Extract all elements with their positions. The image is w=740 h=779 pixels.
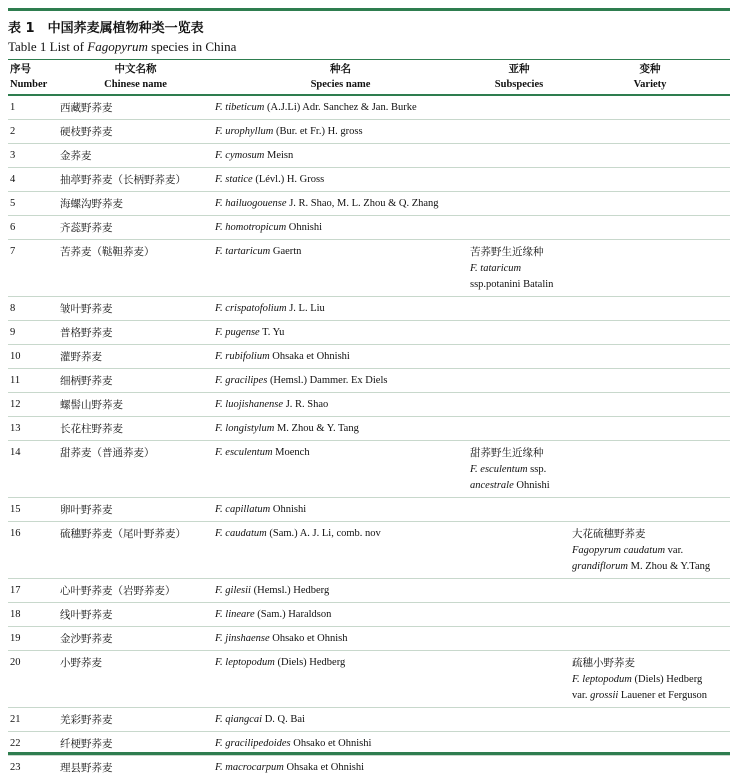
table-row <box>8 120 730 144</box>
species-authority: M. Zhou & Y. Tang <box>274 423 359 434</box>
cell-subspecies <box>468 95 570 120</box>
cell-species-name <box>213 393 468 417</box>
cell-subspecies <box>468 627 570 651</box>
cell-subspecies <box>468 192 570 216</box>
species-authority: Ohnishi <box>286 222 322 233</box>
cell-species-name <box>213 498 468 522</box>
cell-species-name <box>213 579 468 603</box>
variety-italic: Fagopyrum caudatum <box>572 545 665 556</box>
table-row <box>8 522 730 579</box>
variety-line <box>572 655 728 672</box>
cell-subspecies <box>468 297 570 321</box>
table-row <box>8 240 730 297</box>
variety-line <box>572 559 728 575</box>
subspecies-text: Ohnishi <box>514 480 550 491</box>
cell-number: 19 <box>8 627 58 651</box>
header-chinese-name: 中文名称 Chinese name <box>58 60 213 95</box>
cell-number: 6 <box>8 216 58 240</box>
variety-text: var. <box>665 545 683 556</box>
variety-text: Lauener et Ferguson <box>618 690 707 701</box>
species-binomial: F. gracilipes <box>215 375 267 386</box>
table-row <box>8 441 730 498</box>
species-authority: Ohsako et Ohnishi <box>291 738 372 749</box>
cell-chinese-name: 金沙野荞麦 <box>58 627 213 651</box>
cell-species-name <box>213 603 468 627</box>
variety-text: M. Zhou & Y.Tang <box>628 561 710 572</box>
species-binomial: F. esculentum <box>215 447 273 458</box>
cell-chinese-name: 理县野荞麦 <box>58 756 213 779</box>
cell-variety <box>570 603 730 627</box>
cell-number: 23 <box>8 756 58 779</box>
cell-chinese-name: 海螺沟野荞麦 <box>58 192 213 216</box>
header-species-name: 种名 Species name <box>213 60 468 95</box>
cell-chinese-name: 齐蕊野荞麦 <box>58 216 213 240</box>
cell-subspecies <box>468 708 570 732</box>
top-rule <box>8 8 730 11</box>
species-authority: (Sam.) Haraldson <box>255 609 332 620</box>
cell-variety <box>570 417 730 441</box>
table-row <box>8 756 730 779</box>
cell-subspecies <box>468 393 570 417</box>
cell-number: 14 <box>8 441 58 498</box>
cell-subspecies <box>468 579 570 603</box>
cell-variety <box>570 498 730 522</box>
species-authority: (Hemsl.) Dammer. Ex Diels <box>267 375 387 386</box>
cell-variety <box>570 441 730 498</box>
species-authority: (A.J.Li) Adr. Sanchez & Jan. Burke <box>264 102 416 113</box>
cell-number: 7 <box>8 240 58 297</box>
cell-chinese-name: 金荞麦 <box>58 144 213 168</box>
species-authority: Moench <box>273 447 310 458</box>
cell-chinese-name: 甜荞麦（普通荞麦） <box>58 441 213 498</box>
species-authority: (Lévl.) H. Gross <box>253 174 324 185</box>
cell-species-name <box>213 441 468 498</box>
cell-number: 8 <box>8 297 58 321</box>
cell-chinese-name: 硫穗野荞麦（尾叶野荞麦） <box>58 522 213 579</box>
species-authority: Meisn <box>264 150 293 161</box>
subspecies-text: ssp.potanini Batalin <box>470 279 553 290</box>
species-authority: Ohnishi <box>270 504 306 515</box>
species-authority: Ohsaka et Ohnishi <box>270 351 350 362</box>
cell-species-name <box>213 216 468 240</box>
variety-italic: F. leptopodum <box>572 674 632 685</box>
species-authority: T. Yu <box>260 327 285 338</box>
caption-prefix: Table 1 List of <box>8 39 87 54</box>
cell-subspecies <box>468 651 570 708</box>
cell-number: 21 <box>8 708 58 732</box>
species-authority: Ohsako et Ohnish <box>270 633 348 644</box>
cell-species-name <box>213 627 468 651</box>
cell-number: 1 <box>8 95 58 120</box>
cell-variety <box>570 144 730 168</box>
cell-subspecies <box>468 321 570 345</box>
variety-line <box>572 543 728 559</box>
cell-species-name <box>213 240 468 297</box>
species-table <box>8 60 730 779</box>
cell-variety <box>570 393 730 417</box>
table-row <box>8 297 730 321</box>
subspecies-italic: F. tataricum <box>470 263 521 274</box>
cell-variety <box>570 192 730 216</box>
cell-variety <box>570 756 730 779</box>
cell-species-name <box>213 120 468 144</box>
cell-variety <box>570 369 730 393</box>
cell-variety <box>570 579 730 603</box>
cell-subspecies <box>468 417 570 441</box>
caption-suffix: species in China <box>148 39 236 54</box>
table-row <box>8 498 730 522</box>
table-row <box>8 369 730 393</box>
table-caption-english <box>8 39 236 55</box>
cell-number: 16 <box>8 522 58 579</box>
cell-variety <box>570 651 730 708</box>
cell-subspecies <box>468 240 570 297</box>
cell-species-name <box>213 144 468 168</box>
species-authority: D. Q. Bai <box>262 714 305 725</box>
header-subspecies: 亚种 Subspecies <box>468 60 570 95</box>
species-authority: Ohsaka et Ohnishi <box>284 762 364 773</box>
variety-line <box>572 672 728 688</box>
cell-species-name <box>213 708 468 732</box>
species-binomial: F. jinshaense <box>215 633 270 644</box>
table-header-row <box>8 60 730 95</box>
table-row <box>8 168 730 192</box>
species-binomial: F. tartaricum <box>215 246 270 257</box>
cell-variety <box>570 240 730 297</box>
cell-species-name <box>213 756 468 779</box>
cell-number: 10 <box>8 345 58 369</box>
cell-number: 15 <box>8 498 58 522</box>
table-row <box>8 393 730 417</box>
subspecies-line <box>470 462 568 478</box>
cell-chinese-name: 长花柱野荞麦 <box>58 417 213 441</box>
cell-chinese-name: 普格野荞麦 <box>58 321 213 345</box>
variety-text: 大花硫穗野荞麦 <box>572 528 646 540</box>
cell-variety <box>570 522 730 579</box>
table-row <box>8 321 730 345</box>
species-binomial: F. tibeticum <box>215 102 264 113</box>
cell-number: 18 <box>8 603 58 627</box>
table-row <box>8 95 730 120</box>
variety-italic: grandiflorum <box>572 561 628 572</box>
table-row <box>8 417 730 441</box>
cell-subspecies <box>468 216 570 240</box>
variety-line <box>572 526 728 543</box>
subspecies-line <box>470 244 568 261</box>
cell-chinese-name: 皱叶野荞麦 <box>58 297 213 321</box>
species-binomial: F. crispatofolium <box>215 303 287 314</box>
cell-number: 12 <box>8 393 58 417</box>
cell-subspecies <box>468 441 570 498</box>
species-binomial: F. gilesii <box>215 585 251 596</box>
species-authority: (Sam.) A. J. Li, comb. nov <box>267 528 381 539</box>
subspecies-text: 苦荞野生近缘种 <box>470 246 544 258</box>
cell-variety <box>570 95 730 120</box>
species-binomial: F. hailuogouense <box>215 198 287 209</box>
cell-number: 3 <box>8 144 58 168</box>
cell-number: 17 <box>8 579 58 603</box>
species-authority: Gaertn <box>270 246 301 257</box>
cell-number: 13 <box>8 417 58 441</box>
table-row <box>8 192 730 216</box>
cell-number: 11 <box>8 369 58 393</box>
cell-number: 20 <box>8 651 58 708</box>
table-row <box>8 627 730 651</box>
cell-chinese-name: 羌彩野荞麦 <box>58 708 213 732</box>
subspecies-italic: F. esculentum <box>470 464 528 475</box>
cell-number: 9 <box>8 321 58 345</box>
cell-species-name <box>213 192 468 216</box>
cell-number: 5 <box>8 192 58 216</box>
cell-chinese-name: 西藏野荞麦 <box>58 95 213 120</box>
cell-chinese-name: 纤梗野荞麦 <box>58 732 213 756</box>
bottom-rule <box>8 752 730 755</box>
cell-subspecies <box>468 144 570 168</box>
species-binomial: F. luojishanense <box>215 399 283 410</box>
cell-chinese-name: 苦荞麦（鞑靼荞麦） <box>58 240 213 297</box>
species-binomial: F. cymosum <box>215 150 264 161</box>
table-row <box>8 603 730 627</box>
cell-subspecies <box>468 120 570 144</box>
species-authority: J. L. Liu <box>287 303 325 314</box>
species-authority: J. R. Shao, M. L. Zhou & Q. Zhang <box>287 198 439 209</box>
species-binomial: F. longistylum <box>215 423 274 434</box>
cell-subspecies <box>468 756 570 779</box>
cell-number: 2 <box>8 120 58 144</box>
species-authority: (Hemsl.) Hedberg <box>251 585 329 596</box>
cell-chinese-name: 细柄野荞麦 <box>58 369 213 393</box>
species-authority: J. R. Shao <box>283 399 328 410</box>
subspecies-line <box>470 478 568 494</box>
header-number: 序号 Number <box>8 60 58 95</box>
cell-subspecies <box>468 369 570 393</box>
cell-subspecies <box>468 522 570 579</box>
cell-chinese-name: 卵叶野荞麦 <box>58 498 213 522</box>
cell-variety <box>570 345 730 369</box>
cell-number: 4 <box>8 168 58 192</box>
species-binomial: F. lineare <box>215 609 255 620</box>
caption-genus: Fagopyrum <box>87 39 148 54</box>
species-binomial: F. qiangcai <box>215 714 262 725</box>
cell-chinese-name: 硬枝野荞麦 <box>58 120 213 144</box>
species-binomial: F. macrocarpum <box>215 762 284 773</box>
cell-species-name <box>213 345 468 369</box>
cell-variety <box>570 120 730 144</box>
cell-chinese-name: 螺髻山野荞麦 <box>58 393 213 417</box>
variety-text: (Diels) Hedberg <box>632 674 702 685</box>
cell-chinese-name: 小野荞麦 <box>58 651 213 708</box>
subspecies-line <box>470 445 568 462</box>
cell-variety <box>570 168 730 192</box>
subspecies-text: ssp. <box>528 464 547 475</box>
species-binomial: F. gracilipedoides <box>215 738 291 749</box>
variety-line <box>572 688 728 704</box>
cell-variety <box>570 321 730 345</box>
cell-species-name <box>213 522 468 579</box>
cell-variety <box>570 708 730 732</box>
cell-variety <box>570 216 730 240</box>
table-row <box>8 651 730 708</box>
subspecies-line <box>470 261 568 277</box>
cell-subspecies <box>468 603 570 627</box>
species-authority: (Diels) Hedberg <box>275 657 345 668</box>
cell-subspecies <box>468 345 570 369</box>
cell-species-name <box>213 321 468 345</box>
species-binomial: F. caudatum <box>215 528 267 539</box>
species-binomial: F. urophyllum <box>215 126 273 137</box>
cell-subspecies <box>468 498 570 522</box>
cell-species-name <box>213 651 468 708</box>
species-binomial: F. capillatum <box>215 504 270 515</box>
cell-species-name <box>213 417 468 441</box>
cell-chinese-name: 线叶野荞麦 <box>58 603 213 627</box>
subspecies-italic: ancestrale <box>470 480 514 491</box>
variety-text: var. <box>572 690 590 701</box>
variety-text: 疏穗小野荞麦 <box>572 657 635 669</box>
cell-species-name <box>213 297 468 321</box>
variety-italic: grossii <box>590 690 618 701</box>
cell-subspecies <box>468 168 570 192</box>
cell-species-name <box>213 168 468 192</box>
species-binomial: F. homotropicum <box>215 222 286 233</box>
table-row <box>8 708 730 732</box>
cell-variety <box>570 627 730 651</box>
cell-chinese-name: 抽葶野荞麦（长柄野荞麦） <box>58 168 213 192</box>
subspecies-text: 甜荞野生近缘种 <box>470 447 544 459</box>
table-row <box>8 579 730 603</box>
species-authority: (Bur. et Fr.) H. gross <box>273 126 362 137</box>
cell-chinese-name: 灌野荞麦 <box>58 345 213 369</box>
table-row <box>8 345 730 369</box>
cell-chinese-name: 心叶野荞麦（岩野荞麦） <box>58 579 213 603</box>
cell-number: 22 <box>8 732 58 756</box>
species-binomial: F. leptopodum <box>215 657 275 668</box>
species-binomial: F. rubifolium <box>215 351 270 362</box>
subspecies-line <box>470 277 568 293</box>
cell-species-name <box>213 369 468 393</box>
species-binomial: F. statice <box>215 174 253 185</box>
table-caption-chinese: 表 1 中国荞麦属植物种类一览表 <box>8 17 204 36</box>
table-row <box>8 216 730 240</box>
cell-species-name <box>213 95 468 120</box>
table-row <box>8 144 730 168</box>
header-variety: 变种 Variety <box>570 60 730 95</box>
species-binomial: F. pugense <box>215 327 260 338</box>
cell-variety <box>570 297 730 321</box>
